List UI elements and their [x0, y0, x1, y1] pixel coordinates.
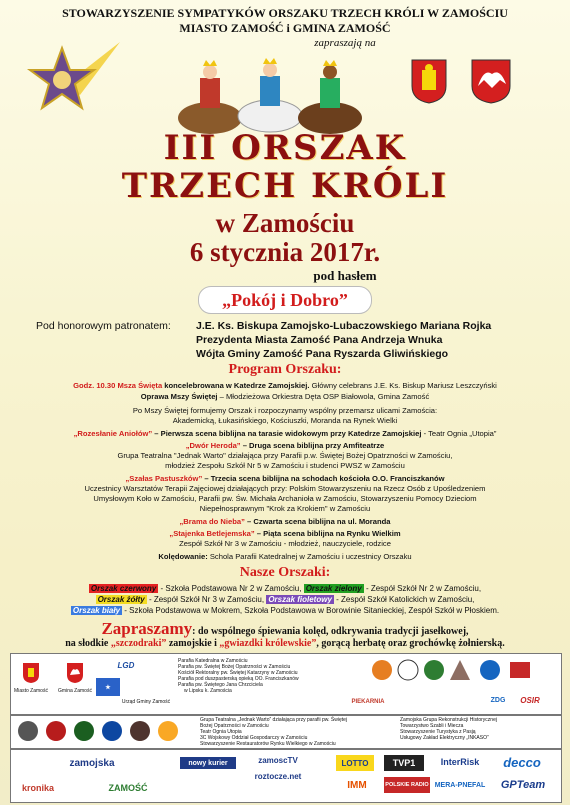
scene-2-place: – Druga scena biblijna przy Amfiteatrze [240, 441, 385, 450]
parish-6: w Lipsku k. Zamościa [184, 688, 232, 694]
star-logo [20, 40, 130, 130]
processions-line-1 [0, 584, 570, 593]
scene-1-place: – Pierwsza scena biblijna na tarasie widokowym przy Katedrze Zamojskiej [152, 429, 422, 438]
sponsors-city-arms [22, 662, 40, 684]
parish-3: Kościół Rektoralny pw. Świętej Katarzyny w Zamościu [178, 670, 298, 676]
zamosc-coat-of-arms [410, 58, 448, 104]
scene-2-performers-1: Grupa Teatralna "Jednak Warto" działająca przy Parafii p.w. Świętej Bożej Opatrzności w Zamościu, [117, 451, 453, 460]
group-left-2: Teatr Ognia Utopia [200, 729, 242, 735]
title-line1: III ORSZAK [163, 128, 407, 168]
gmina-coat-of-arms [470, 58, 512, 104]
emblem-row [370, 658, 550, 694]
patron-bishop: J.E. Ks. Biskupa Zamojsko-Lubaczowskiego Mariana Rojka [196, 320, 492, 332]
program-line-3: Po Mszy Świętej formujemy Orszak i rozpoczynamy wspólny przemarsz ulicami Zamościa: [132, 406, 438, 415]
parish-list [178, 658, 328, 694]
mass-place: koncelebrowana w Katedrze Zamojskiej. [162, 381, 310, 390]
carols-text: Schola Parafii Katedralnej w Zamościu i uczestnicy Orszaku [207, 552, 412, 561]
scene-1-title: „Rozesłanie Aniołów” [73, 429, 153, 438]
title-date: 6 stycznia 2017r. [189, 237, 381, 267]
scene-4 [0, 517, 570, 526]
scene-3-title: „Szałas Pastuszków” [125, 474, 203, 483]
mass-music: – Młodzieżowa Orkiestra Dęta OSP Białowola, Gmina Zamość [217, 392, 430, 401]
brand-decco: decco [503, 755, 541, 769]
scene-4-place: – Czwarta scena biblijna na ul. Moranda [244, 517, 391, 526]
groups-left [200, 717, 360, 747]
motto: „Pokój i Dobro” [222, 290, 348, 310]
osir-logo: OSIR [520, 695, 540, 705]
brand-interrisk: InterRisk [440, 757, 480, 767]
title-place: w Zamościu [215, 208, 355, 238]
scene-3 [0, 474, 570, 483]
media-portal-zamosc: ZAMOŚĆ [108, 783, 148, 793]
scene-3-performers-2: Umysłowym Koło w Zamościu, Parafii pw. Św. Michała Archanioła w Zamościu, Stowarzyszeniu Pomocy Dzieciom [93, 494, 477, 503]
scene-5-place: – Piąta scena biblijna na Rynku Wielkim [254, 529, 401, 538]
lgd-logo: LGD [117, 660, 135, 670]
invitation-line-2 [0, 638, 570, 649]
inv-szczodraki: „szczodraki” [110, 638, 167, 649]
sponsors-city-label: Miasto Zamość [14, 688, 48, 694]
parish-1: Parafia Katedralna w Zamościu [178, 658, 248, 664]
program-line-4: Akademicką, Łukasińskiego, Kościuszki, Moranda na Rynek Wielki [172, 416, 398, 425]
green-procession-label: Orszak zielony [305, 584, 362, 593]
media-nowy-kurier: nowy kurier [180, 757, 236, 769]
program-line-1 [0, 381, 570, 390]
scene-1-performers: - Teatr Ognia „Utopia” [421, 429, 497, 438]
program-line-2 [0, 392, 570, 401]
processions-heading: Nasze Orszaki: [239, 565, 331, 580]
group-left-4: Stowarzyszenie Restauratorów Rynku Wielkiego w Zamościu [200, 741, 336, 747]
red-procession-school: - Szkoła Podstawowa Nr 2 w Zamościu, [158, 584, 302, 593]
group-left-3: 3C Wojskowy Oddział Gospodarczy w Zamościu [200, 735, 308, 741]
carols-label: Kolędowanie: [158, 552, 208, 561]
invitation-line-1 [0, 619, 570, 639]
groups-right [400, 717, 550, 741]
program-heading: Program Orszaku: [228, 362, 342, 377]
mass-time: Godz. 10.30 Msza Święta [73, 381, 163, 390]
sponsors-gmina-arms [66, 662, 84, 684]
inv-c: zamojskie i [166, 638, 220, 649]
brand-lotto: LOTTO [336, 755, 374, 771]
processions-line-2 [0, 595, 570, 604]
patron-mayor: Prezydenta Miasta Zamość Pana Andrzeja Wnuka [196, 334, 443, 346]
inv-e: , gorącą herbatę oraz grochówkę żołnierską. [316, 638, 505, 649]
org-line: STOWARZYSZENIE SYMPATYKÓW ORSZAKU TRZECH KRÓLI W ZAMOŚCIU [62, 6, 508, 20]
zdg-logo: ZDG [490, 696, 506, 704]
sponsors-gmina-label: Gmina Zamość [58, 688, 92, 694]
scene-4-title: „Brama do Nieba” [179, 517, 245, 526]
patronage-label: Pod honorowym patronatem: [36, 320, 171, 332]
patron-wojt: Wójta Gminy Zamość Pana Ryszarda Gliwińskiego [196, 348, 449, 360]
invitation-rest: : do wspólnego śpiewania kolęd, odkrywania tradycji jasełkowej, [192, 626, 469, 637]
scene-5-title: „Stajenka Betlejemska” [169, 529, 255, 538]
processions-line-3 [0, 606, 570, 615]
scene-5 [0, 529, 570, 538]
blue-logo: ★ [96, 678, 120, 696]
parish-4: Parafia pod duszpasterską opieką OO. Franciszkanów [178, 676, 299, 682]
scene-3-performers-1: Uczestnicy Warsztatów Terapii Zajęciowej działających przy: Polskim Stowarzyszeniu na Rzecz Osób z Upośledzeniem [84, 484, 486, 493]
invite-line: zapraszają na [314, 37, 376, 49]
white-procession-schools: - Szkoła Podstawowa w Mokrem, Szkoła Podstawowa w Borowinie Sitanieckiej, Zespół Szkół w Płoskiem. [122, 606, 500, 615]
brand-imm: IMM [347, 779, 367, 791]
parish-2: Parafia pw. Świętej Bożej Opatrzności w Zamościu [178, 664, 291, 670]
mass-music-label: Oprawa Mszy Świętej [140, 392, 218, 401]
media-roztocze: roztocze.net [254, 771, 302, 781]
inv-a: na słodkie [65, 638, 111, 649]
purple-procession-label: Orszak fioletowy [268, 595, 332, 604]
media-zamojska: zamojska [69, 757, 115, 769]
purple-procession-school: - Zespół Szkół Katolickich w Zamościu, [333, 595, 475, 604]
group-emblems [16, 718, 186, 744]
yellow-procession-school: - Zespół Szkół Nr 3 w Zamościu, [146, 595, 265, 604]
scene-2-performers-2: młodzież Zespołu Szkół Nr 5 w Zamościu i studenci PWSZ w Zamościu [165, 461, 405, 470]
city-line: MIASTO ZAMOŚĆ i GMINA ZAMOŚĆ [179, 21, 391, 35]
scene-1 [0, 429, 570, 438]
sponsors-org-label: Urząd Gminy Zamość [121, 699, 171, 705]
group-right-1: Zamojska Grupa Rekonstrukcji Historycznej [400, 717, 497, 723]
parish-5: Parafia pw. Świętego Jana Chrzciciela [178, 682, 263, 688]
scene-2 [0, 441, 570, 450]
group-left-1: Grupa Teatralna „Jednak Warto” działająca przy parafii pw. Świętej Bożej Opatrzności w Zamościu [200, 717, 348, 729]
group-right-4: Usługowy Zakład Elektryczny „INKASO” [400, 735, 489, 741]
scene-3-place: – Trzecia scena biblijna na schodach kościoła O.O. Franciszkanów [202, 474, 445, 483]
group-right-2: Towarzystwo Szabli i Miecza [400, 723, 464, 729]
inv-gwiazdki: „gwiazdki królewskie” [219, 638, 317, 649]
brand-polskie-radio: POLSKIE RADIO [384, 777, 430, 793]
media-kronika: kronika [21, 783, 54, 793]
mass-celebrant: Główny celebrans J.E. Ks. Biskup Mariusz Leszczyński [309, 381, 497, 390]
brand-mera-pnefal: MERA-PNEFAL [434, 781, 486, 789]
motto-intro: pod hasłem [313, 268, 377, 283]
media-zamosctv: zamoscTV [248, 753, 308, 767]
scene-5-performers: Zespół Szkół Nr 3 w Zamościu - młodzież, nauczyciele, rodzice [179, 539, 391, 548]
brand-gpteam: GPTeam [500, 779, 546, 791]
carols [0, 552, 570, 561]
group-right-3: Stowarzyszenie Turystyka z Pasją [400, 729, 476, 735]
green-procession-school: - Zespół Szkół Nr 2 w Zamościu, [363, 584, 482, 593]
red-procession-label: Orszak czerwony [90, 584, 157, 593]
motto-box [198, 286, 372, 314]
brand-tvp1: TVP1 [384, 755, 424, 771]
invitation-big: Zapraszamy [101, 619, 193, 638]
three-kings-illustration [170, 58, 370, 138]
scene-2-title: „Dwór Heroda” [185, 441, 241, 450]
white-procession-label: Orszak biały [72, 606, 121, 615]
title-line2: TRZECH KRÓLI [121, 166, 449, 206]
yellow-procession-label: Orszak żółty [97, 595, 145, 604]
pekarnia-logo: PIEKARNIA [351, 699, 385, 705]
scene-3-performers-3: Niepełnosprawnym "Krok za Krokiem" w Zamościu [199, 504, 371, 513]
